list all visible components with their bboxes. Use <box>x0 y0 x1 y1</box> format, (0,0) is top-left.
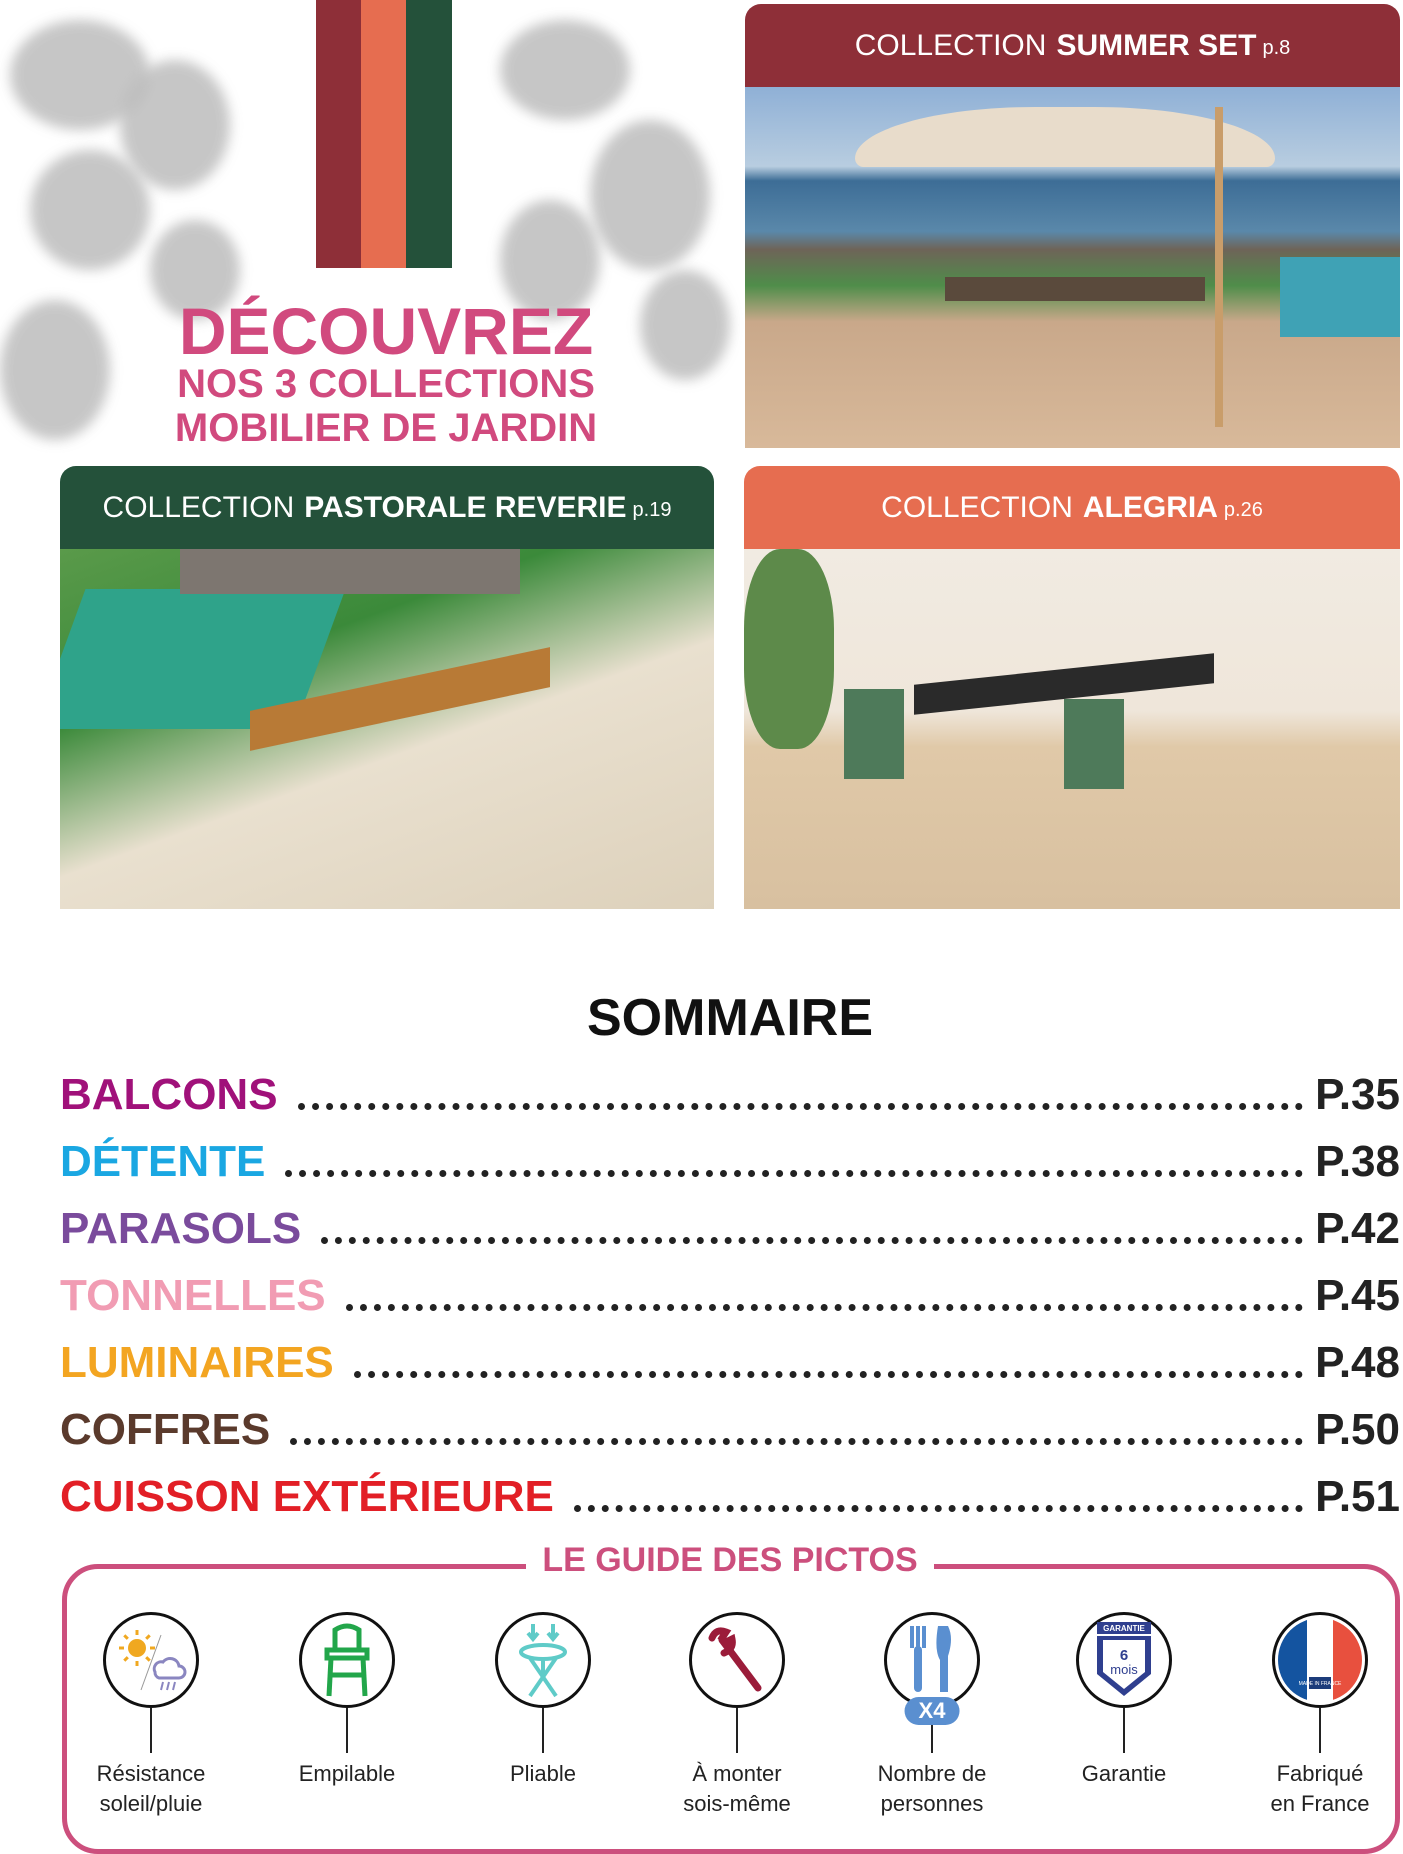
picto-item <box>842 1612 1022 1819</box>
pastorale-reverie-photo <box>60 549 714 909</box>
toc-item-page: P.38 <box>1315 1137 1400 1186</box>
collection-name: ALEGRIA <box>1082 490 1218 524</box>
collection-name: PASTORALE REVERIE <box>304 490 627 524</box>
picto-item <box>647 1612 827 1819</box>
collection-card-summer-set[interactable] <box>745 4 1400 448</box>
stacked-chairs-icon <box>299 1612 395 1708</box>
toc-leader-dots <box>321 1237 1303 1244</box>
svg-text:6: 6 <box>1119 1647 1129 1664</box>
picto-guide-title <box>0 1541 1403 1580</box>
picto-stem <box>1123 1708 1125 1753</box>
toc-item[interactable] <box>60 1194 1400 1254</box>
subheadline-1: NOS 3 COLLECTIONS <box>177 362 595 406</box>
collection-prefix: COLLECTION <box>881 490 1073 524</box>
toc-leader-dots <box>574 1505 1303 1512</box>
toc-item[interactable] <box>60 1462 1400 1522</box>
stripe-red <box>316 0 362 268</box>
collection-header <box>744 466 1400 549</box>
toc-item-label: PARASOLS <box>60 1204 302 1253</box>
picto-stem <box>542 1708 544 1753</box>
toc-item[interactable] <box>60 1261 1400 1321</box>
picto-label-line1: Pliable <box>509 1761 577 1786</box>
persons-count-badge: X4 <box>905 1697 960 1725</box>
picto-label-line2: soleil/pluie <box>99 1791 203 1816</box>
toc-item-page: P.42 <box>1315 1204 1400 1253</box>
picto-label <box>1230 1759 1403 1819</box>
collection-page: p.19 <box>632 499 672 521</box>
cutlery-icon <box>884 1612 980 1723</box>
toc-item-label: TONNELLES <box>60 1271 326 1320</box>
picto-label <box>61 1759 241 1819</box>
toc-leader-dots <box>290 1438 1303 1445</box>
toc-leader-dots <box>285 1170 1303 1177</box>
toc-leader-dots <box>354 1371 1303 1378</box>
picto-label-line1: Empilable <box>298 1761 396 1786</box>
french-flag-icon <box>1272 1612 1368 1708</box>
picto-label <box>453 1759 633 1789</box>
picto-item <box>453 1612 633 1789</box>
picto-stem <box>150 1708 152 1753</box>
picto-label <box>1034 1759 1214 1789</box>
picto-label-line2: en France <box>1270 1791 1370 1816</box>
svg-text:MADE IN FRANCE: MADE IN FRANCE <box>1298 1681 1342 1687</box>
picto-stem <box>1319 1708 1321 1753</box>
picto-stem <box>736 1708 738 1753</box>
summer-set-photo <box>745 87 1400 448</box>
toc-item-page: P.51 <box>1315 1472 1400 1521</box>
toc-item[interactable] <box>60 1127 1400 1187</box>
sommaire-title: SOMMAIRE <box>587 989 873 1047</box>
collection-prefix: COLLECTION <box>854 28 1047 62</box>
toc-leader-dots <box>346 1304 1304 1311</box>
picto-label <box>257 1759 437 1789</box>
picto-item <box>1034 1612 1214 1789</box>
picto-stem <box>346 1708 348 1753</box>
toc-item-page: P.50 <box>1315 1405 1400 1454</box>
toc-item-page: P.35 <box>1315 1070 1400 1119</box>
picto-item <box>61 1612 241 1819</box>
collection-page: p.8 <box>1262 37 1291 59</box>
picto-label <box>842 1759 1022 1819</box>
svg-text:mois: mois <box>1110 1662 1138 1677</box>
toc-item-page: P.45 <box>1315 1271 1400 1320</box>
headline: DÉCOUVREZ <box>178 294 594 368</box>
toc-item[interactable] <box>60 1060 1400 1120</box>
collection-prefix: COLLECTION <box>102 490 295 524</box>
toc-item-label: BALCONS <box>60 1070 278 1119</box>
stripe-orange <box>361 0 407 268</box>
picto-guide-title-text: LE GUIDE DES PICTOS <box>526 1541 933 1579</box>
picto-item <box>1230 1612 1403 1819</box>
toc-item-page: P.48 <box>1315 1338 1400 1387</box>
picto-label-line1: Nombre de <box>877 1761 987 1786</box>
toc-item[interactable] <box>60 1395 1400 1455</box>
collection-name: SUMMER SET <box>1056 28 1257 62</box>
picto-item <box>257 1612 437 1789</box>
toc-item-label: CUISSON EXTÉRIEURE <box>60 1472 554 1521</box>
collection-header <box>60 466 714 549</box>
stripe-green <box>406 0 452 268</box>
collection-header <box>745 4 1400 87</box>
toc-item[interactable] <box>60 1328 1400 1388</box>
collection-card-alegria[interactable] <box>744 466 1400 909</box>
picto-label-line2: sois-même <box>683 1791 791 1816</box>
picto-label-line1: Résistance <box>96 1761 206 1786</box>
picto-label-line1: Fabriqué <box>1276 1761 1364 1786</box>
toc-leader-dots <box>298 1103 1304 1110</box>
picto-label-line1: À monter <box>692 1761 782 1786</box>
picto-label <box>647 1759 827 1819</box>
picto-label-line2: personnes <box>880 1791 984 1816</box>
toc-item-label: LUMINAIRES <box>60 1338 334 1387</box>
warranty-shield-icon <box>1076 1612 1172 1708</box>
toc-item-label: DÉTENTE <box>60 1137 266 1186</box>
alegria-photo <box>744 549 1400 909</box>
picto-label-line1: Garantie <box>1081 1761 1167 1786</box>
subheadline-2: MOBILIER DE JARDIN <box>174 406 598 450</box>
svg-text:GARANTIE: GARANTIE <box>1103 1624 1145 1633</box>
toc-item-label: COFFRES <box>60 1405 271 1454</box>
collection-page: p.26 <box>1223 499 1263 521</box>
folding-table-icon <box>495 1612 591 1708</box>
wrench-icon <box>689 1612 785 1708</box>
collection-card-pastorale-reverie[interactable] <box>60 466 714 909</box>
sun-rain-icon <box>103 1612 199 1708</box>
